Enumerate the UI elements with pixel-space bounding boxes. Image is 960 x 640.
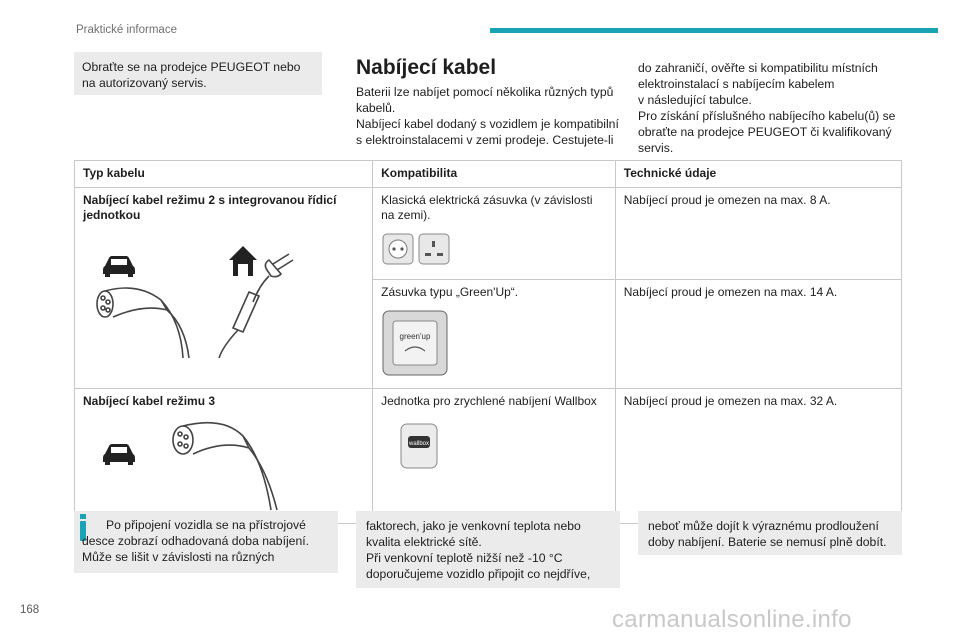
column-header: Kompatibilita xyxy=(373,161,616,188)
cable-cell xyxy=(75,187,373,389)
info-text: faktorech, jako je venkovní teplota nebo kvalita elektrické sítě. Při venkovní teplotě nižší než -10 °C doporučujeme vozidlo připojit co nejdříve, xyxy=(366,519,591,581)
note-box: Obraťte se na prodejce PEUGEOT nebo na autorizovaný servis. xyxy=(74,52,322,95)
greenup-socket-icon xyxy=(381,301,501,379)
table-header-row xyxy=(75,161,902,188)
car-icon xyxy=(103,256,135,277)
table-row xyxy=(75,389,902,524)
house-icon xyxy=(229,246,257,276)
car-icon xyxy=(103,444,135,465)
charging-plug-icon xyxy=(97,288,189,358)
wallbox-icon xyxy=(381,410,501,474)
table-row xyxy=(75,187,902,280)
charging-plug-icon xyxy=(173,422,277,509)
watermark: carmanualsonline.info xyxy=(612,606,852,633)
compat-text: Zásuvka typu „Green'Up“. xyxy=(381,285,519,299)
mode3-cable-illustration xyxy=(83,410,347,514)
column-header: Technické údaje xyxy=(615,161,901,188)
compat-cell xyxy=(373,280,616,389)
intro-paragraph-2: do zahraničí, ověřte si kompatibilitu místních elektroinstalací s nabíjecím kabelem v následující tabulce. Pro získání příslušného nabíjecího kabelu(ů) se obraťte na prodejce PEUGEOT či kvalifikovaný servis. xyxy=(638,61,896,155)
header-accent-bar xyxy=(490,28,938,33)
cable-name: Nabíjecí kabel režimu 3 xyxy=(83,394,216,408)
compat-text: Klasická elektrická zásuvka (v závislosti na zemi). xyxy=(381,192,593,222)
compat-cell xyxy=(373,187,616,280)
cable-compatibility-table xyxy=(74,160,902,524)
tech-cell: Nabíjecí proud je omezen na max. 14 A. xyxy=(615,280,901,389)
tech-cell: Nabíjecí proud je omezen na max. 8 A. xyxy=(615,187,901,280)
compat-text: Jednotka pro zrychlené nabíjení Wallbox xyxy=(381,394,597,408)
cable-name: Nabíjecí kabel režimu 2 s integrovanou řídicí jednotkou xyxy=(83,192,337,222)
column-header: Typ kabelu xyxy=(75,161,373,188)
intro-paragraph-1: Baterii lze nabíjet pomocí několika různých typů kabelů. Nabíjecí kabel dodaný s vozidlem je kompatibilní s elektroinstalacemi v zemi prodeje. Cestujete-li xyxy=(356,85,619,147)
wallbox-label: wallbox xyxy=(409,440,430,447)
greenup-label: green'up xyxy=(399,331,431,341)
mode2-cable-illustration xyxy=(83,224,347,360)
info-text: Po připojení vozidla se na přístrojové desce zobrazí odhadovaná doba nabíjení. Může se lišit v závislosti na různých xyxy=(82,518,309,564)
compat-cell xyxy=(373,389,616,524)
info-note xyxy=(74,511,338,573)
tech-cell: Nabíjecí proud je omezen na max. 32 A. xyxy=(615,389,901,524)
cable-cell xyxy=(75,389,373,524)
section-title: Praktické informace xyxy=(76,24,177,36)
socket-illustrations xyxy=(381,224,501,270)
schuko-socket-icon xyxy=(383,234,413,264)
page-number: 168 xyxy=(20,604,40,616)
info-note-continued xyxy=(638,511,902,555)
info-text: neboť může dojít k výraznému prodloužení doby nabíjení. Baterie se nemusí plně dobít. xyxy=(648,519,887,549)
info-note-continued xyxy=(356,511,620,588)
mains-plug-cable-icon xyxy=(219,254,293,358)
page-heading: Nabíjecí kabel xyxy=(356,56,497,79)
uk-socket-icon xyxy=(419,234,449,264)
